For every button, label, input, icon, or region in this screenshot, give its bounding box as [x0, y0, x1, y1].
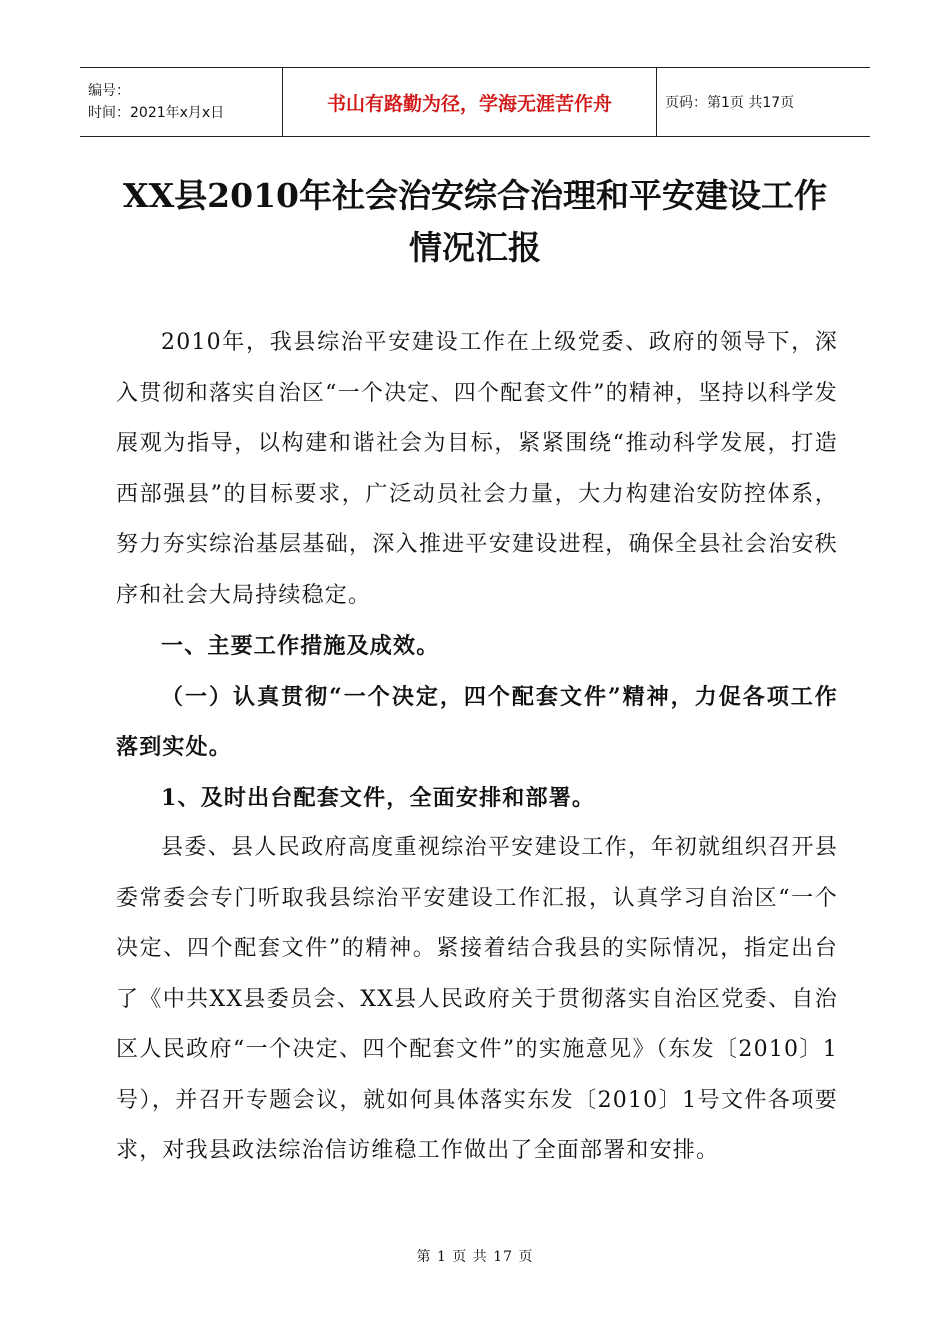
page-footer — [0, 1246, 950, 1266]
title-line-2: 情况汇报 — [409, 228, 541, 267]
document-body — [116, 318, 838, 1177]
body-paragraph-1: 县委、县人民政府高度重视综治平安建设工作，年初就组织召开县委常委会专门听取我县综治平安建设工作汇报，认真学习自治区“一个决定、四个配套文件”的精神。紧接着结合我县的实际情况，指定出台了《中共XX县委员会、XX县人民政府关于贯彻落实自治区党委、自治区人民政府“一个决定、四个配套文件”的实施意见》（东发〔2010〕1号），并召开专题会议，就如何具体落实东发〔2010〕1号文件各项要求，对我县政法综治信访维稳工作做出了全面部署和安排。 — [116, 835, 838, 1163]
page-info-text: 页码：第1页 共17页 — [665, 95, 795, 111]
page-header — [80, 67, 870, 137]
section-heading-2: （一）认真贯彻“一个决定，四个配套文件”精神，力促各项工作落到实处。 — [116, 683, 838, 760]
header-page-info — [657, 68, 870, 136]
header-meta — [80, 68, 282, 136]
title-line-1: XX县2010年社会治安综合治理和平安建设工作 — [122, 176, 828, 215]
number-label: 编号： — [88, 83, 130, 99]
time-label: 时间：2021年x月x日 — [88, 105, 225, 121]
section-heading-3: 1、及时出台配套文件，全面安排和部署。 — [161, 784, 596, 811]
header-motto — [282, 68, 657, 136]
motto-text: 书山有路勤为径，学海无涯苦作舟 — [326, 92, 612, 115]
document-title — [80, 170, 870, 274]
section-heading-1: 一、主要工作措施及成效。 — [161, 633, 440, 659]
footer-page-number: 第 1 页 共 17 页 — [416, 1249, 534, 1265]
intro-paragraph: 2010年，我县综治平安建设工作在上级党委、政府的领导下，深入贯彻和落实自治区“一个决定、四个配套文件”的精神，坚持以科学发展观为指导，以构建和谐社会为目标，紧紧围绕“推动科学发展，打造西部强县”的目标要求，广泛动员社会力量，大力构建治安防控体系，努力夯实综治基层基础，深入推进平安建设进程，确保全县社会治安秩序和社会大局持续稳定。 — [116, 330, 838, 608]
